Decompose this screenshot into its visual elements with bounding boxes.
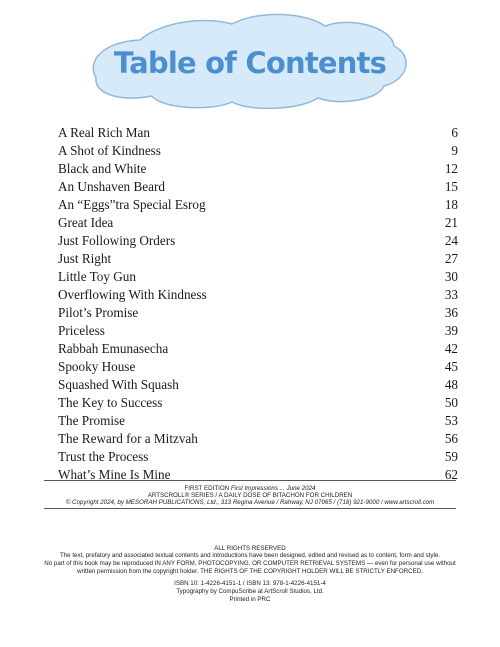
toc-entry-page: 15 bbox=[444, 179, 458, 194]
toc-entry[interactable] bbox=[58, 304, 458, 322]
isbn-line: ISBN 10: 1-4226-4151-1 / ISBN 13: 978-1-4226-4151-4 bbox=[174, 580, 326, 587]
copyright-address: 313 Regina Avenue / Rahway, NJ 07065 / (718) 921-9000 / www.artscroll.com bbox=[220, 499, 435, 506]
toc-entry[interactable] bbox=[58, 160, 458, 178]
toc-entry-page: 56 bbox=[444, 431, 458, 446]
toc-entry[interactable] bbox=[58, 286, 458, 304]
toc-entry-title: The Reward for a Mitzvah bbox=[58, 431, 198, 446]
edition-title: First Impressions ... June 2024 bbox=[230, 485, 316, 492]
toc-entry-title: An “Eggs”tra Special Esrog bbox=[58, 197, 206, 212]
toc-entry-page: 62 bbox=[444, 467, 458, 482]
toc-entry-page: 48 bbox=[444, 377, 458, 392]
toc-entry[interactable] bbox=[58, 178, 458, 196]
toc-entry-title: Overflowing With Kindness bbox=[58, 287, 207, 302]
divider-top bbox=[44, 480, 456, 481]
toc-entry-title: Pilot’s Promise bbox=[58, 305, 139, 320]
toc-entry-page: 27 bbox=[444, 251, 458, 266]
toc-entry-title: The Promise bbox=[58, 413, 126, 428]
toc-entry-title: Priceless bbox=[58, 323, 105, 338]
toc-entry[interactable] bbox=[58, 340, 458, 358]
toc-entry[interactable] bbox=[58, 466, 458, 484]
toc-entry-title: An Unshaven Beard bbox=[58, 179, 165, 194]
toc-entry-page: 45 bbox=[444, 359, 458, 374]
printed-line: Printed in PRC bbox=[229, 596, 271, 603]
toc-entry[interactable] bbox=[58, 214, 458, 232]
toc-entry[interactable] bbox=[58, 322, 458, 340]
series-line: ARTSCROLL® SERIES / A DAILY DOSE OF BITACHON FOR CHILDREN bbox=[147, 492, 353, 499]
toc-entry[interactable] bbox=[58, 268, 458, 286]
toc-entry[interactable] bbox=[58, 376, 458, 394]
edition-label: FIRST EDITION bbox=[184, 485, 230, 492]
toc-entry-title: What’s Mine Is Mine bbox=[58, 467, 171, 482]
divider-middle bbox=[44, 508, 456, 509]
toc-entry-page: 33 bbox=[444, 287, 458, 302]
toc-entry[interactable] bbox=[58, 430, 458, 448]
toc-entry-page: 53 bbox=[444, 413, 458, 428]
typography-line: Typography by CompuScribe at ArtScroll Studios, Ltd. bbox=[176, 588, 324, 595]
toc-entry-page: 6 bbox=[451, 125, 458, 140]
toc-entry[interactable] bbox=[58, 394, 458, 412]
page-title: Table of Contents bbox=[113, 46, 387, 80]
copyright-line bbox=[20, 499, 480, 507]
copyright-prefix: © Copyright 2024, by MESORAH PUBLICATIONS, Ltd., bbox=[65, 499, 220, 506]
toc-entry-title: A Real Rich Man bbox=[58, 125, 150, 140]
toc-entry-page: 59 bbox=[444, 449, 458, 464]
rights-heading: ALL RIGHTS RESERVED bbox=[214, 545, 286, 552]
toc-entry-title: A Shot of Kindness bbox=[58, 143, 161, 158]
toc-entry-page: 30 bbox=[444, 269, 458, 284]
toc-entry-title: Trust the Process bbox=[58, 449, 149, 464]
toc-entry-title: The Key to Success bbox=[58, 395, 163, 410]
rights-warning-1: No part of this book may be reproduced IN ANY FORM, PHOTOCOPYING, OR COMPUTER RETRIEVAL SYSTEMS — even for personal use without bbox=[44, 560, 456, 567]
toc-entry-title: Just Following Orders bbox=[58, 233, 176, 248]
toc-entry-title: Little Toy Gun bbox=[58, 269, 136, 284]
toc-entry[interactable] bbox=[58, 124, 458, 142]
toc-entry[interactable] bbox=[58, 250, 458, 268]
toc-entry-page: 9 bbox=[451, 143, 458, 158]
toc-entry[interactable] bbox=[58, 448, 458, 466]
toc-entry[interactable] bbox=[58, 196, 458, 214]
toc-entry-page: 39 bbox=[444, 323, 458, 338]
toc-entry-page: 24 bbox=[444, 233, 458, 248]
toc-entry-page: 42 bbox=[444, 341, 458, 356]
rights-warning-2: written permission from the copyright holder. THE RIGHTS OF THE COPYRIGHT HOLDER WILL BE STRICTLY ENFORCED. bbox=[77, 568, 423, 575]
toc-entry-title: Great Idea bbox=[58, 215, 114, 230]
rights-text: The text, prefatory and associated textual contents and introductions have been designed, edited and revised as to content, form and style. bbox=[59, 552, 441, 559]
toc-entry-title: Squashed With Squash bbox=[58, 377, 179, 392]
toc-entry-title: Spooky House bbox=[58, 359, 136, 374]
toc-entry-page: 36 bbox=[444, 305, 458, 320]
toc-entry-title: Rabbah Emunasecha bbox=[58, 341, 169, 356]
toc-entry[interactable] bbox=[58, 142, 458, 160]
toc-entry-title: Just Right bbox=[58, 251, 112, 266]
toc-entry-title: Black and White bbox=[58, 161, 147, 176]
toc-list bbox=[58, 124, 458, 484]
toc-entry-page: 50 bbox=[444, 395, 458, 410]
toc-entry-page: 12 bbox=[444, 161, 458, 176]
toc-entry[interactable] bbox=[58, 412, 458, 430]
toc-entry-page: 18 bbox=[444, 197, 458, 212]
toc-entry-page: 21 bbox=[444, 215, 458, 230]
toc-entry[interactable] bbox=[58, 232, 458, 250]
toc-entry[interactable] bbox=[58, 358, 458, 376]
